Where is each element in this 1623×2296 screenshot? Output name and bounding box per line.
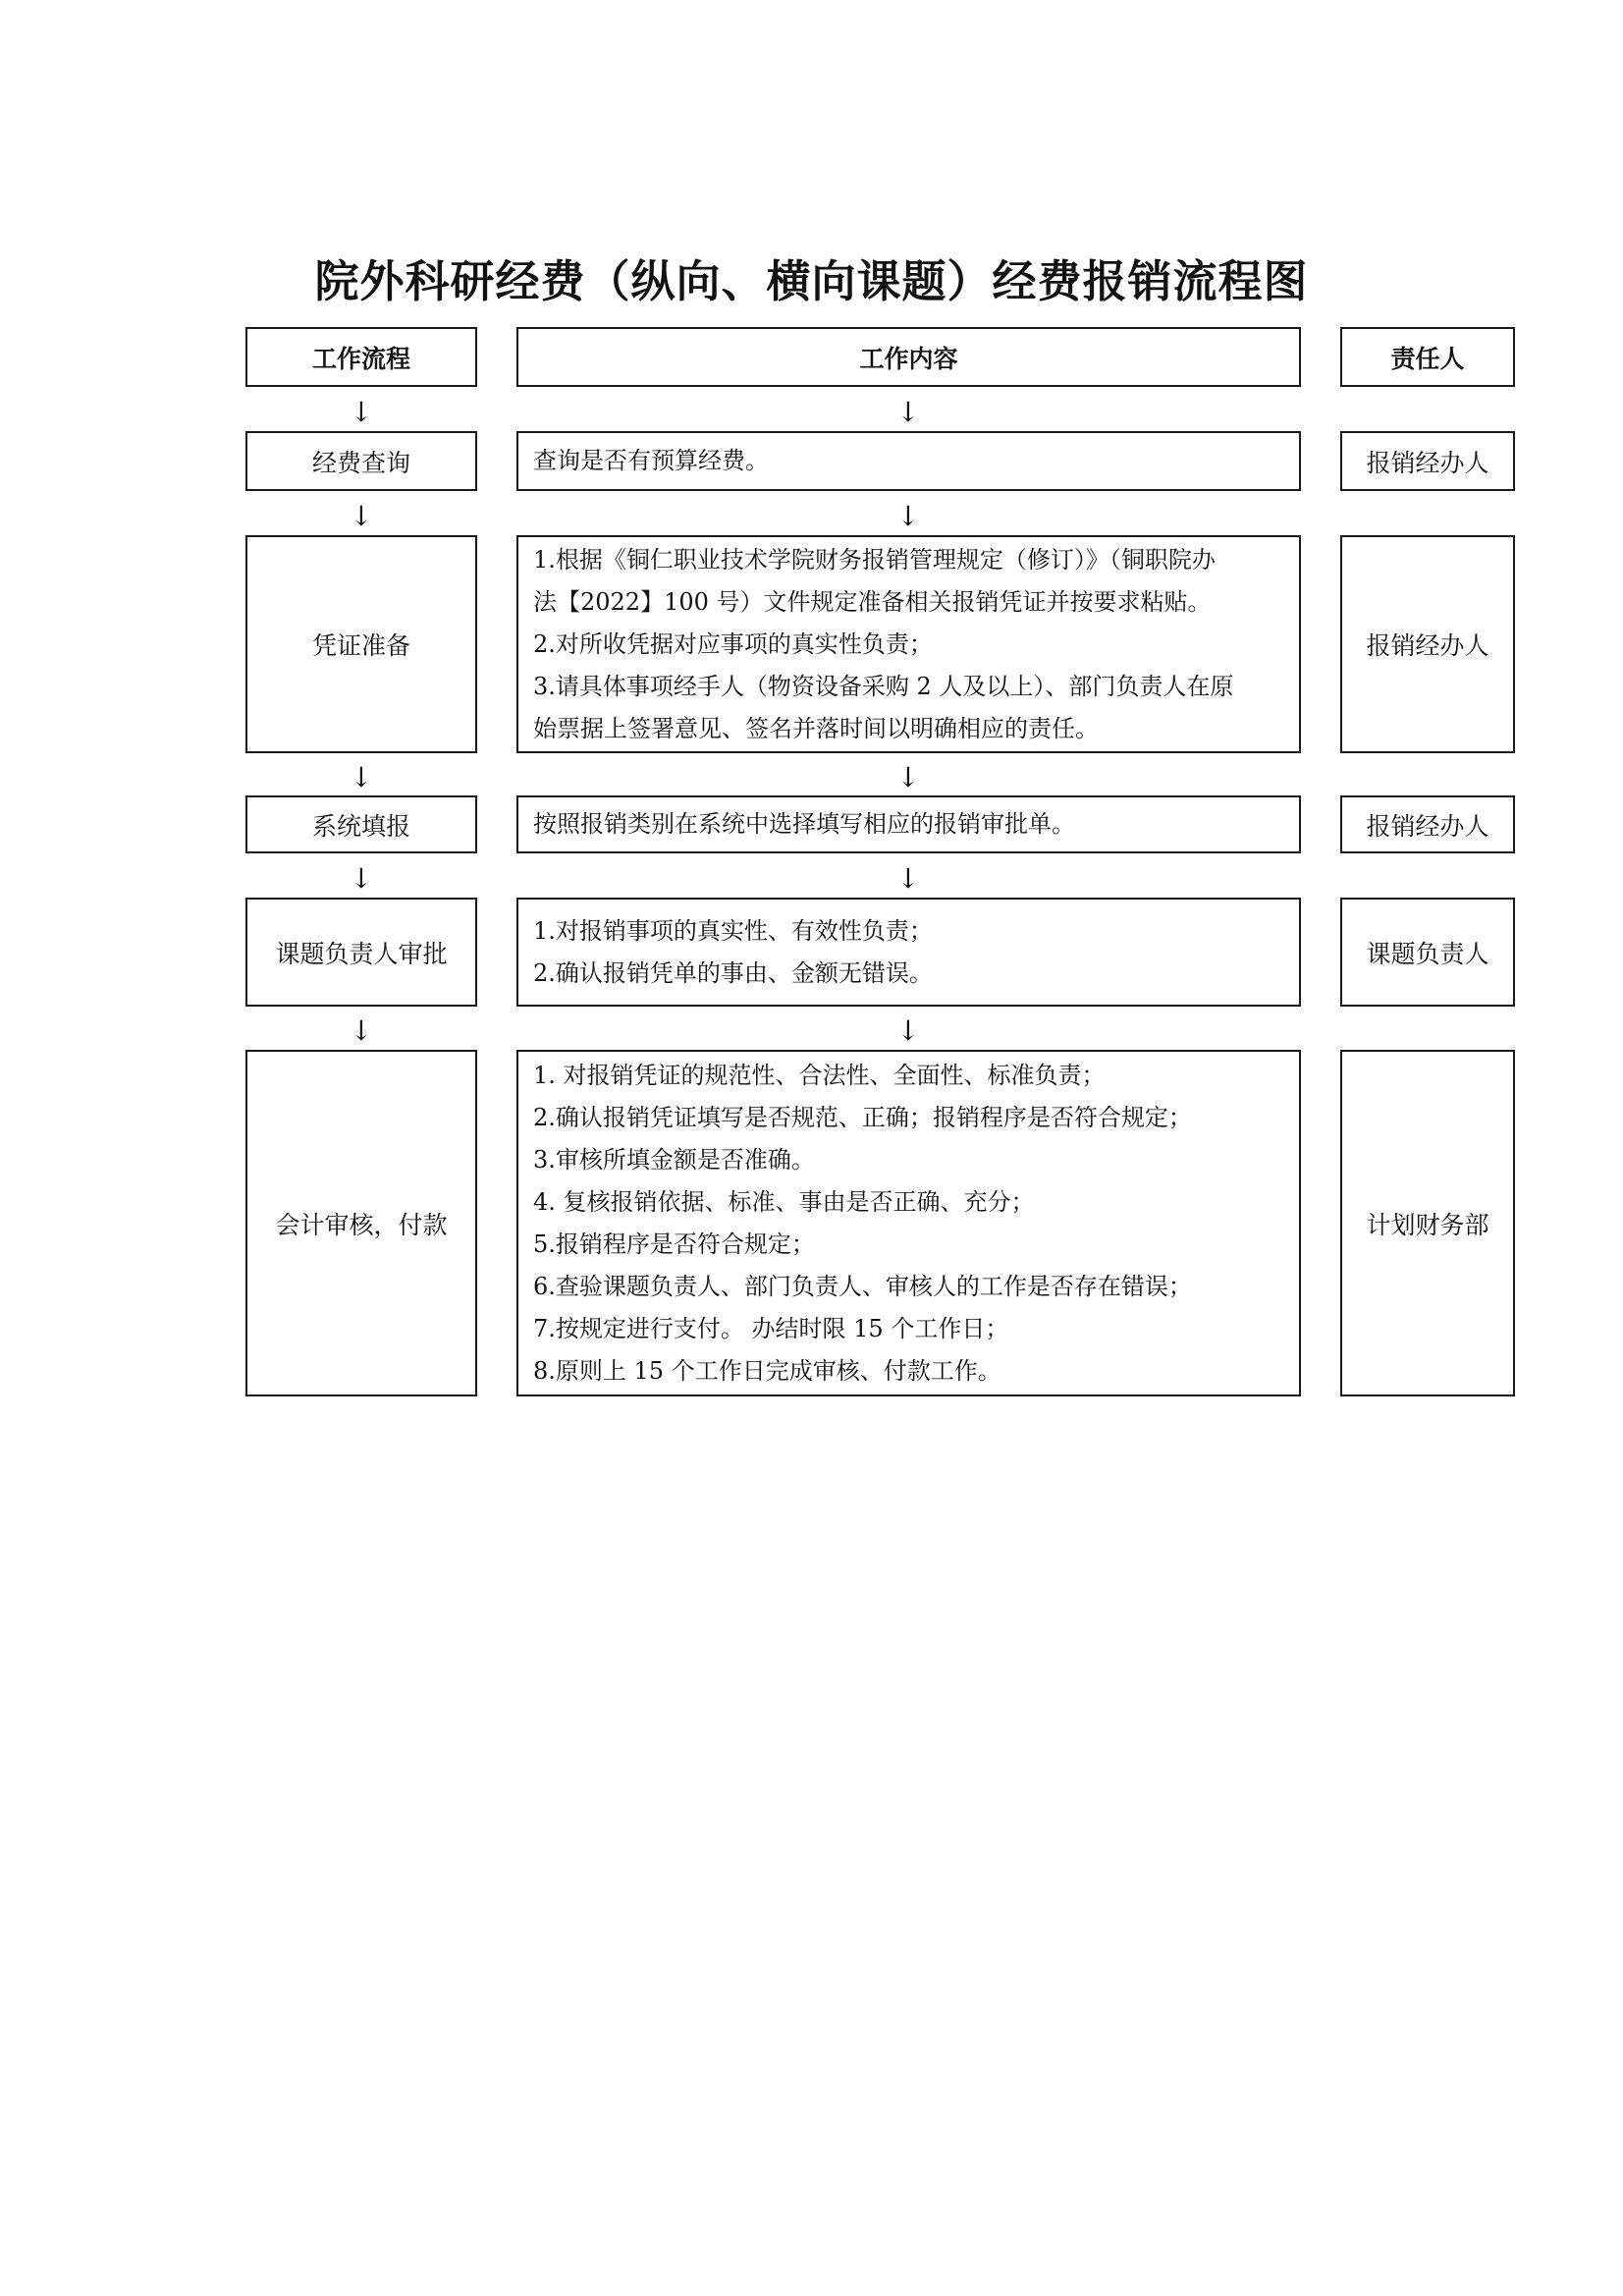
down-arrow-icon: ↓ — [350, 396, 373, 428]
content-line: 8.原则上 15 个工作日完成审核、付款工作。 — [533, 1356, 1001, 1385]
content-line: 1.对报销事项的真实性、有效性负责； — [533, 916, 933, 945]
header-content: 工作内容 — [516, 327, 1301, 387]
flow-step-voucher: 凭证准备 — [245, 535, 477, 753]
content-step-voucher — [516, 535, 1301, 753]
responsible-step-pi-approval: 课题负责人 — [1340, 898, 1515, 1007]
content-line: 2.对所收凭据对应事项的真实性负责； — [533, 629, 933, 658]
page-title: 院外科研经费（纵向、横向课题）经费报销流程图 — [314, 255, 1309, 307]
down-arrow-icon: ↓ — [896, 1014, 920, 1047]
responsible-step-voucher: 报销经办人 — [1340, 535, 1515, 753]
content-line: 按照报销类别在系统中选择填写相应的报销审批单。 — [533, 810, 1075, 838]
flow-step-query: 经费查询 — [245, 431, 477, 491]
down-arrow-icon: ↓ — [896, 500, 920, 532]
content-line: 3.审核所填金额是否准确。 — [533, 1145, 815, 1174]
header-responsible: 责任人 — [1340, 327, 1515, 387]
content-line: 始票据上签署意见、签名并落时间以明确相应的责任。 — [533, 714, 1099, 742]
responsible-step-system-entry: 报销经办人 — [1340, 795, 1515, 853]
content-line: 4. 复核报销依据、标准、事由是否正确、充分； — [533, 1187, 1035, 1216]
down-arrow-icon: ↓ — [350, 761, 373, 793]
down-arrow-icon: ↓ — [350, 862, 373, 895]
responsible-step-audit-payment: 计划财务部 — [1340, 1050, 1515, 1396]
content-step-system-entry — [516, 795, 1301, 853]
flow-step-audit-payment: 会计审核，付款 — [245, 1050, 477, 1396]
flow-step-pi-approval: 课题负责人审批 — [245, 898, 477, 1007]
down-arrow-icon: ↓ — [896, 862, 920, 895]
content-line: 3.请具体事项经手人（物资设备采购 2 人及以上）、部门负责人在原 — [533, 672, 1234, 700]
content-line: 1. 对报销凭证的规范性、合法性、全面性、标准负责； — [533, 1061, 1106, 1089]
responsible-step-query: 报销经办人 — [1340, 431, 1515, 491]
content-line: 5.报销程序是否符合规定； — [533, 1230, 815, 1258]
down-arrow-icon: ↓ — [350, 1014, 373, 1047]
down-arrow-icon: ↓ — [350, 500, 373, 532]
content-line: 6.查验课题负责人、部门负责人、审核人的工作是否存在错误； — [533, 1272, 1192, 1300]
content-step-query — [516, 431, 1301, 491]
header-flow: 工作流程 — [245, 327, 477, 387]
content-line: 2.确认报销凭证填写是否规范、正确；报销程序是否符合规定； — [533, 1103, 1192, 1131]
content-step-audit-payment — [516, 1050, 1301, 1396]
content-line: 法【2022】100 号）文件规定准备相关报销凭证并按要求粘贴。 — [533, 587, 1212, 616]
flow-step-system-entry: 系统填报 — [245, 795, 477, 853]
content-line: 7.按规定进行支付。 办结时限 15 个工作日； — [533, 1314, 1009, 1342]
content-step-pi-approval — [516, 898, 1301, 1007]
content-line: 2.确认报销凭单的事由、金额无错误。 — [533, 958, 933, 987]
content-line: 查询是否有预算经费。 — [533, 447, 769, 474]
content-line: 1.根据《铜仁职业技术学院财务报销管理规定（修订）》（铜职院办 — [533, 545, 1216, 574]
down-arrow-icon: ↓ — [896, 761, 920, 793]
down-arrow-icon: ↓ — [896, 396, 920, 428]
